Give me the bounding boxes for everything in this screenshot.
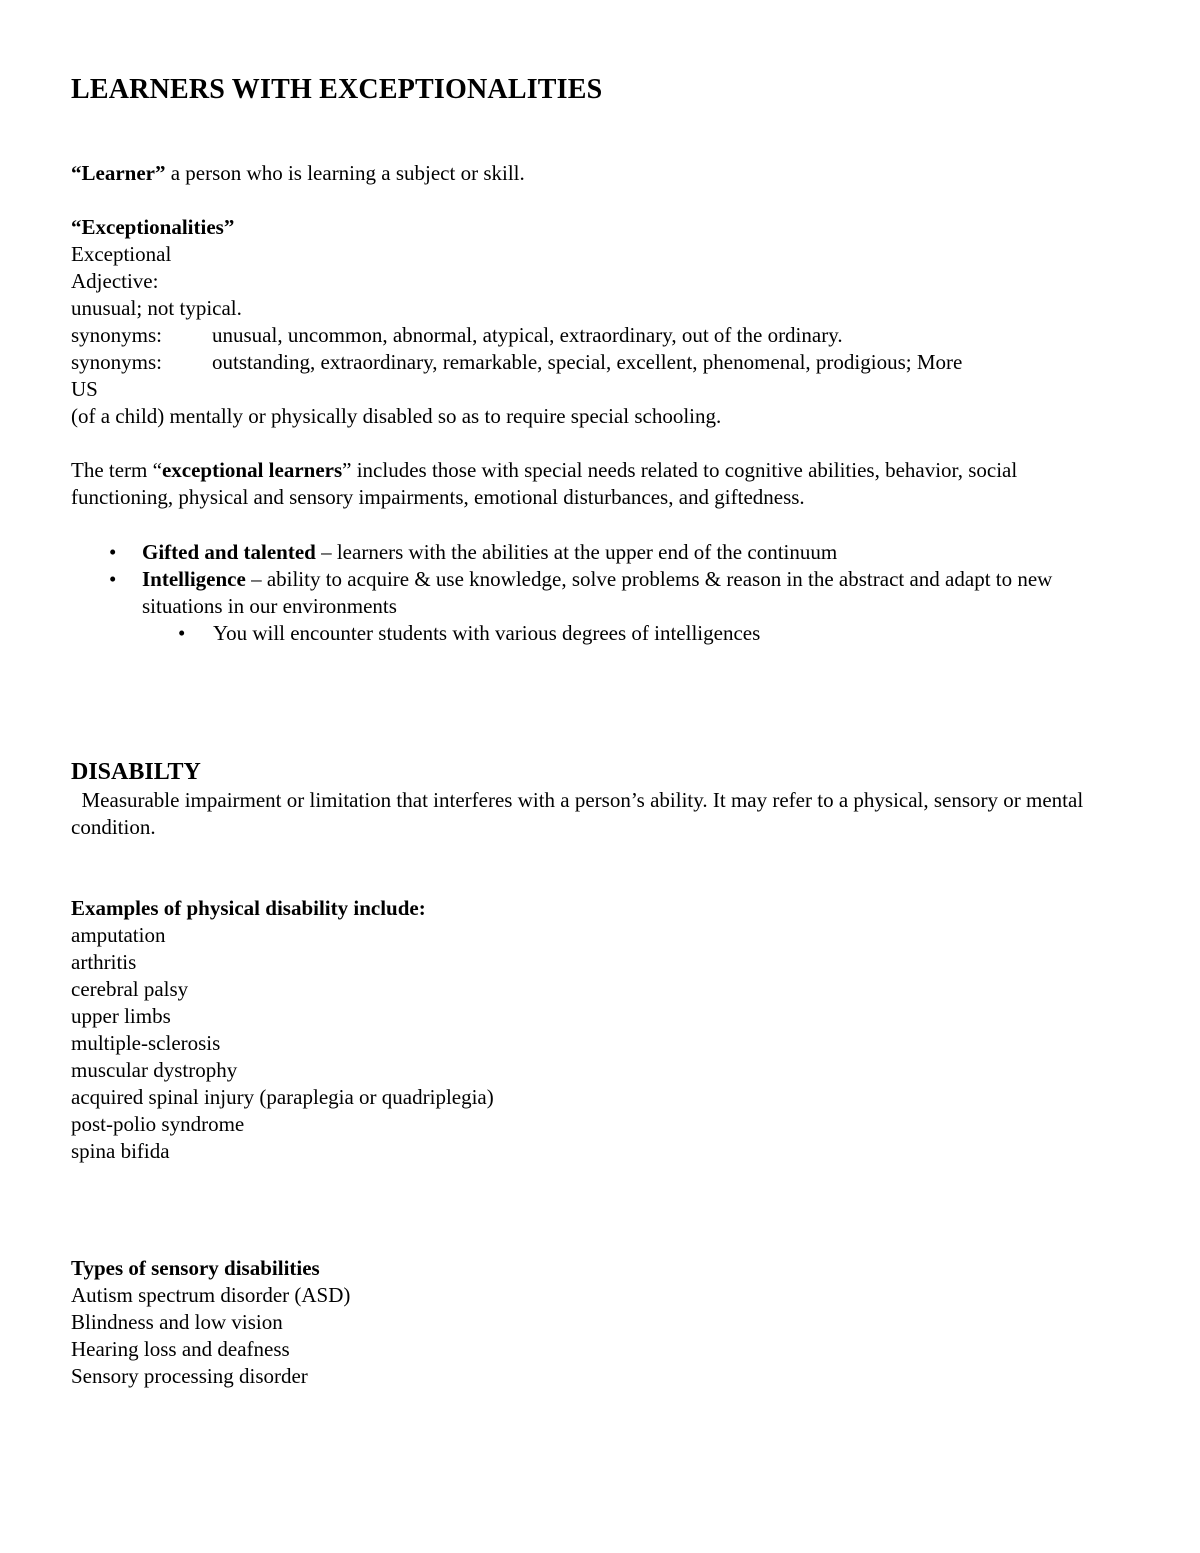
exceptionalities-term: “Exceptionalities” bbox=[71, 215, 235, 239]
synonyms-label: synonyms: bbox=[71, 350, 163, 374]
part-of-speech: Adjective: bbox=[71, 269, 159, 293]
synonyms-row-2 bbox=[71, 349, 1120, 376]
exceptional-word: Exceptional bbox=[71, 242, 172, 266]
learner-definition bbox=[71, 160, 1120, 187]
list-item: Sensory processing disorder bbox=[71, 1364, 308, 1388]
synonyms-list-2: outstanding, extraordinary, remarkable, special, excellent, phenomenal, prodigious; More bbox=[212, 350, 963, 374]
bullet-glyph: • bbox=[178, 621, 186, 645]
sensory-disability-section bbox=[71, 1255, 1120, 1390]
exceptionalities-definition bbox=[71, 214, 1120, 430]
disability-heading: DISABILTY bbox=[71, 759, 201, 785]
sensory-heading: Types of sensory disabilities bbox=[71, 1256, 320, 1280]
sensory-list bbox=[71, 1282, 1120, 1390]
list-item: acquired spinal injury (paraplegia or quadriplegia) bbox=[71, 1085, 494, 1109]
list-item: arthritis bbox=[71, 950, 137, 974]
disability-section bbox=[71, 757, 1120, 841]
synonyms-list-1: unusual, uncommon, abnormal, atypical, extraordinary, out of the ordinary. bbox=[212, 323, 843, 347]
bullet-glyph: • bbox=[109, 567, 117, 591]
list-item: Hearing loss and deafness bbox=[71, 1337, 290, 1361]
list-item: amputation bbox=[71, 923, 166, 947]
disability-definition: Measurable impairment or limitation that interferes with a person’s ability. It may refer to a physical, sensory or mental condition. bbox=[71, 788, 1089, 839]
physical-list bbox=[71, 922, 1120, 1165]
intelligence-term: Intelligence bbox=[142, 567, 246, 591]
synonyms-row-1 bbox=[71, 322, 1120, 349]
gifted-term: Gifted and talented bbox=[142, 540, 316, 564]
list-item: muscular dystrophy bbox=[71, 1058, 238, 1082]
list-item: cerebral palsy bbox=[71, 977, 189, 1001]
physical-heading: Examples of physical disability include: bbox=[71, 896, 426, 920]
page-title: LEARNERS WITH EXCEPTIONALITIES bbox=[71, 74, 603, 105]
list-item: multiple-sclerosis bbox=[71, 1031, 221, 1055]
sense-1: unusual; not typical. bbox=[71, 296, 242, 320]
list-item: Blindness and low vision bbox=[71, 1310, 283, 1334]
synonyms-label: synonyms: bbox=[71, 323, 163, 347]
list-item: • Intelligence – ability to acquire & use knowledge, solve problems & reason in the abstract and adapt to new situations in our environments bbox=[109, 567, 1053, 618]
learner-term: “Learner” bbox=[71, 161, 166, 185]
list-item: spina bifida bbox=[71, 1139, 170, 1163]
sense-2: (of a child) mentally or physically disabled so as to require special schooling. bbox=[71, 404, 722, 428]
list-item: Autism spectrum disorder (ASD) bbox=[71, 1283, 351, 1307]
sub-list-item: • You will encounter students with various degrees of intelligences bbox=[178, 621, 761, 645]
exceptional-learners-paragraph: The term “exceptional learners” includes those with special needs related to cognitive abilities, behavior, social functioning, physical and sensory impairments, emotional disturbances, and giftedness. bbox=[71, 458, 1023, 509]
region-label: US bbox=[71, 377, 98, 401]
learner-text: a person who is learning a subject or skill. bbox=[165, 161, 525, 185]
list-item: • Gifted and talented – learners with the abilities at the upper end of the continuum bbox=[109, 540, 838, 564]
list-item: upper limbs bbox=[71, 1004, 171, 1028]
physical-disability-section bbox=[71, 895, 1120, 1165]
exceptional-learners-term: exceptional learners bbox=[161, 458, 343, 482]
bullet-glyph: • bbox=[109, 540, 117, 564]
list-item: post-polio syndrome bbox=[71, 1112, 245, 1136]
bullet-list bbox=[71, 539, 1130, 647]
